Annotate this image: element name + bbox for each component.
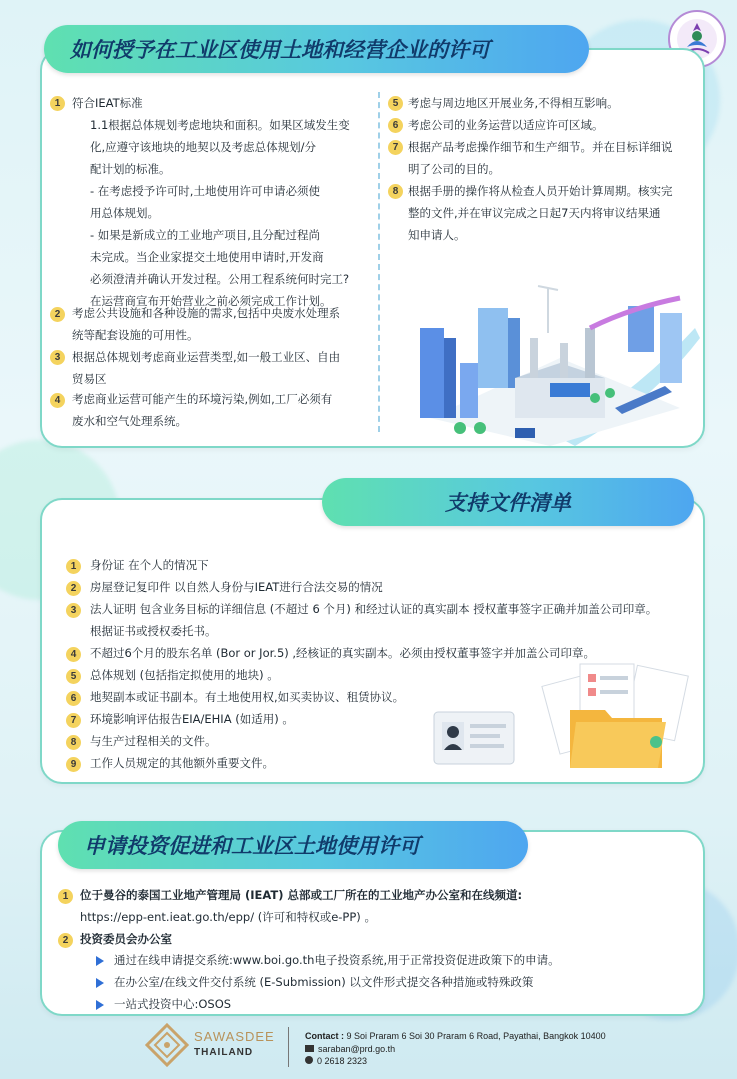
bullet-arrow-icon <box>96 978 104 988</box>
bullet-arrow-icon <box>96 956 104 966</box>
criteria-item-7: 根据产品考虑操作细节和生产细节。并在目标详细说 明了公司的目的。 <box>408 140 673 176</box>
number-badge: 5 <box>66 669 81 684</box>
number-badge: 2 <box>58 933 73 948</box>
phone-icon <box>305 1056 313 1064</box>
brand-country: THAILAND <box>194 1047 254 1058</box>
number-badge: 9 <box>66 757 81 772</box>
footer-divider <box>288 1027 289 1067</box>
number-badge: 3 <box>66 603 81 618</box>
document-item-4: 不超过6个月的股东名单 (Bor or Jor.5) ,经核证的真实副本。必须由授权董事签字并加盖公司印章。 <box>90 646 596 660</box>
number-badge: 7 <box>388 140 403 155</box>
section3-title-text: 申请投资促进和工业区土地使用许可 <box>84 834 420 858</box>
number-badge: 6 <box>66 691 81 706</box>
document-item-8: 与生产过程相关的文件。 <box>90 734 217 748</box>
document-item-7: 环境影响评估报告EIA/EHIA (如适用) 。 <box>90 712 294 726</box>
number-badge: 8 <box>66 735 81 750</box>
section1-title-text: 如何授予在工业区使用土地和经营企业的许可 <box>70 38 490 62</box>
section2-title <box>322 478 694 526</box>
criteria-item-2: 考虑公共设施和各种设施的需求,包括中央废水处理系 统等配套设施的可用性。 <box>72 306 341 342</box>
criteria-item-4: 考虑商业运营可能产生的环境污染,例如,工厂必须有 废水和空气处理系统。 <box>72 392 333 428</box>
section3-title <box>58 821 528 869</box>
criteria-item-1: 符合IEAT标准 <box>72 96 143 110</box>
mail-icon <box>305 1045 314 1052</box>
boi-channel-3: 一站式投资中心:OSOS <box>114 997 232 1011</box>
number-badge: 1 <box>66 559 81 574</box>
boi-channel-2: 在办公室/在线文件交付系统 (E-Submission) 以文件形式提交各种措施或特殊政策 <box>114 975 534 989</box>
contact-email[interactable]: saraban@prd.go.th <box>305 1044 395 1054</box>
number-badge: 3 <box>50 350 65 365</box>
number-badge: 7 <box>66 713 81 728</box>
boi-office-text: 投资委员会办公室 <box>80 932 172 946</box>
number-badge: 1 <box>58 889 73 904</box>
number-badge: 6 <box>388 118 403 133</box>
industrial-estate-illustration <box>410 268 700 446</box>
criteria-item-3: 根据总体规划考虑商业运营类型,如一般工业区、自由 贸易区 <box>72 350 341 386</box>
boi-channel-1: 通过在线申请提交系统:www.boi.go.th电子投资系统,用于正常投资促进政策下的申请。 <box>114 953 560 967</box>
number-badge: 4 <box>66 647 81 662</box>
number-badge: 2 <box>50 307 65 322</box>
footer <box>0 1015 737 1079</box>
ieat-url[interactable]: https://epp-ent.ieat.go.th/epp/ (许可和特权或e-PP) 。 <box>80 910 376 924</box>
contact-phone: 0 2618 2323 <box>305 1056 367 1066</box>
contact-address: Contact : 9 Soi Praram 6 Soi 30 Praram 6 Road, Payathai, Bangkok 10400 <box>305 1031 606 1041</box>
criteria-item-5: 考虑与周边地区开展业务,不得相互影响。 <box>408 96 619 110</box>
criteria-item-6: 考虑公司的业务运营以适应许可区域。 <box>408 118 604 132</box>
number-badge: 8 <box>388 184 403 199</box>
section2-title-text: 支持文件清单 <box>445 491 571 515</box>
document-item-6: 地契副本或证书副本。有土地使用权,如买卖协议、租赁协议。 <box>90 690 405 704</box>
document-item-1: 身份证 在个人的情况下 <box>90 558 209 572</box>
number-badge: 5 <box>388 96 403 111</box>
document-item-9: 工作人员规定的其他额外重要文件。 <box>90 756 274 770</box>
documents-folder-illustration <box>430 660 690 772</box>
number-badge: 4 <box>50 393 65 408</box>
criteria-item-8: 根据手册的操作将从检查人员开始计算周期。核实完 整的文件,并在审议完成之日起7天内将审议结果通 知申请人。 <box>408 184 673 242</box>
document-item-3: 法人证明 包含业务目标的详细信息 (不超过 6 个月) 和经过认证的真实副本 授权董事签字正确并加盖公司印章。 根据证书或授权委托书。 <box>90 602 658 638</box>
column-divider <box>378 92 380 432</box>
document-item-5: 总体规划 (包括指定拟使用的地块) 。 <box>90 668 279 682</box>
brand-name: SAWASDEE <box>194 1029 275 1044</box>
section1-title <box>44 25 589 73</box>
number-badge: 1 <box>50 96 65 111</box>
sawasdee-logo-icon <box>145 1023 189 1067</box>
ieat-office-text: 位于曼谷的泰国工业地产管理局 (IEAT) 总部或工厂所在的工业地产办公室和在线频道: <box>80 888 523 902</box>
bullet-arrow-icon <box>96 1000 104 1010</box>
criteria-item-1-1: 1.1根据总体规划考虑地块和面积。如果区域发生变 化,应遵守该地块的地契以及考虑总体规划/分 配计划的标准。 - 在考虑授予许可时,土地使用许可申请必须使 用总体规划。 - 如果是新成立的工业地产项目,且分配过程尚 未完成。当企业家提交土地使用申请时,开发商 必须澄清并确认开发过程。公用工程系统何时完工? 在运营商宣布开始营业之前必须完成工作计划。 <box>90 118 350 308</box>
number-badge: 2 <box>66 581 81 596</box>
document-item-2: 房屋登记复印件 以自然人身份与IEAT进行合法交易的情况 <box>90 580 383 594</box>
